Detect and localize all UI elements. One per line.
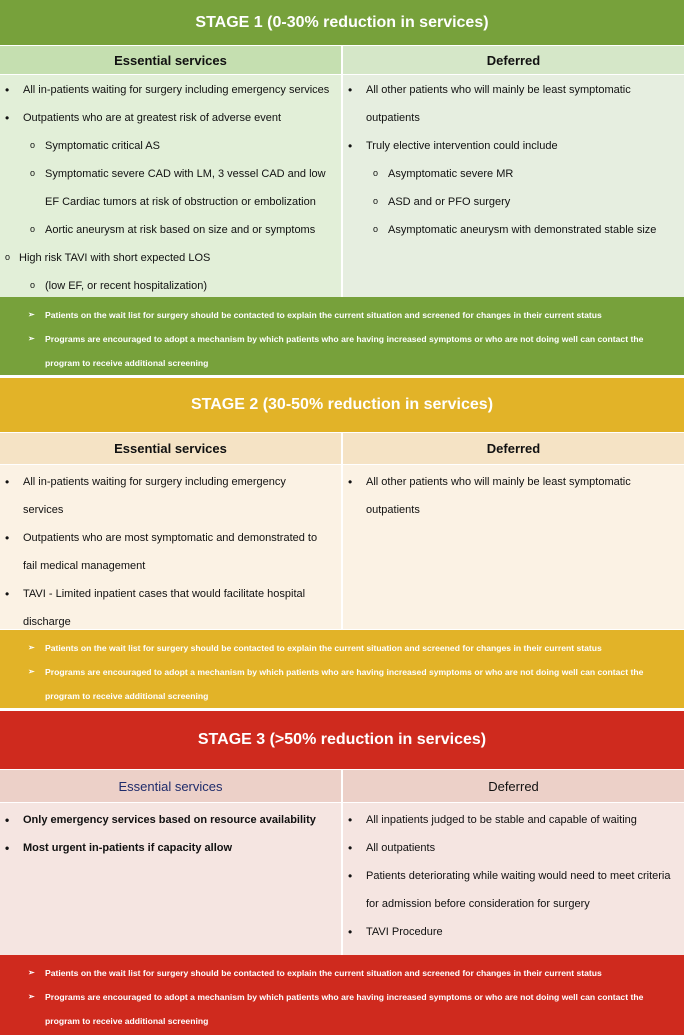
stage1-essential-header: Essential services [0,46,341,74]
stage2-deferred-item: • All other patients who will mainly be least symptomatic outpatients [343,468,644,524]
stage1-essential-item: o Symptomatic severe CAD with LM, 3 vessel CAD and low EF Cardiac tumors at risk of obstruction or embolization [0,160,335,216]
stage1-deferred-list [343,75,684,297]
stage1-essential-item: o (low EF, or recent hospitalization) [0,272,335,300]
stage2-deferred-header: Deferred [343,433,684,464]
stage2-essential-item: • TAVI - Limited inpatient cases that would facilitate hospital discharge [0,580,321,636]
stage3-deferred-item: • All outpatients [343,834,678,862]
stage3-deferred-item: • Patients deteriorating while waiting would need to meet criteria for admission before consideration for surgery [343,862,678,918]
stage2-essential-list [0,465,341,629]
stage2-essential-header: Essential services [0,433,341,464]
stage1-title: STAGE 1 (0-30% reduction in services) [0,0,684,45]
stage1-essential-list [0,75,341,297]
stage1-deferred-item: o Asymptomatic aneurysm with demonstrated stable size [343,216,680,244]
stage3-title: STAGE 3 (>50% reduction in services) [0,711,684,769]
stage3-essential-item: • Only emergency services based on resource availability [0,806,335,834]
stage3-essential-header: Essential services [0,770,341,802]
stage1-note-2: ➢ Programs are encouraged to adopt a mechanism by which patients who are having increased symptoms or who are not doing well can contact the program to receive additional screening [18,327,666,375]
stage3-deferred-list [343,803,684,955]
stage2-essential-item: • All in-patients waiting for surgery including emergency services [0,468,321,524]
stage1-deferred-item: o Asymptomatic severe MR [343,160,680,188]
stage1-essential-item: o High risk TAVI with short expected LOS [0,244,335,272]
stage3-note-1: ➢ Patients on the wait list for surgery should be contacted to explain the current situation and screened for changes in their current status [18,961,666,985]
stage3-deferred-header: Deferred [343,770,684,802]
stage3-essential-item: • Most urgent in-patients if capacity allow [0,834,335,862]
stage2-note-2: ➢ Programs are encouraged to adopt a mechanism by which patients who are having increased symptoms or who are not doing well can contact the program to receive additional screening [18,660,666,708]
stage2-notes [0,630,684,708]
stage1-deferred-item: • Truly elective intervention could include [343,132,680,160]
stage2-essential-item: • Outpatients who are most symptomatic and demonstrated to fail medical management [0,524,321,580]
stage2-note-1: ➢ Patients on the wait list for surgery should be contacted to explain the current situation and screened for changes in their current status [18,636,666,660]
stage1-essential-item: o Symptomatic critical AS [0,132,335,160]
stage3-essential-list [0,803,341,955]
stage3-note-2: ➢ Programs are encouraged to adopt a mechanism by which patients who are having increased symptoms or who are not doing well can contact the program to receive additional screening [18,985,666,1033]
stage1-deferred-item: o ASD and or PFO surgery [343,188,680,216]
stage1-notes [0,297,684,375]
stage3-notes [0,955,684,1035]
stage3-deferred-item: • All inpatients judged to be stable and capable of waiting [343,806,678,834]
stage1-essential-item: • Outpatients who are at greatest risk of adverse event [0,104,335,132]
stage1-note-1: ➢ Patients on the wait list for surgery should be contacted to explain the current situation and screened for changes in their current status [18,303,666,327]
stage2-title: STAGE 2 (30-50% reduction in services) [0,378,684,432]
stage1-deferred-item: • All other patients who will mainly be least symptomatic outpatients [343,76,680,132]
stage2-deferred-list [343,465,684,629]
stage1-deferred-header: Deferred [343,46,684,74]
stage1-essential-item: o Aortic aneurysm at risk based on size and or symptoms [0,216,335,244]
stage1-essential-item: • All in-patients waiting for surgery including emergency services [0,76,335,104]
stage3-deferred-item: • TAVI Procedure [343,918,678,946]
